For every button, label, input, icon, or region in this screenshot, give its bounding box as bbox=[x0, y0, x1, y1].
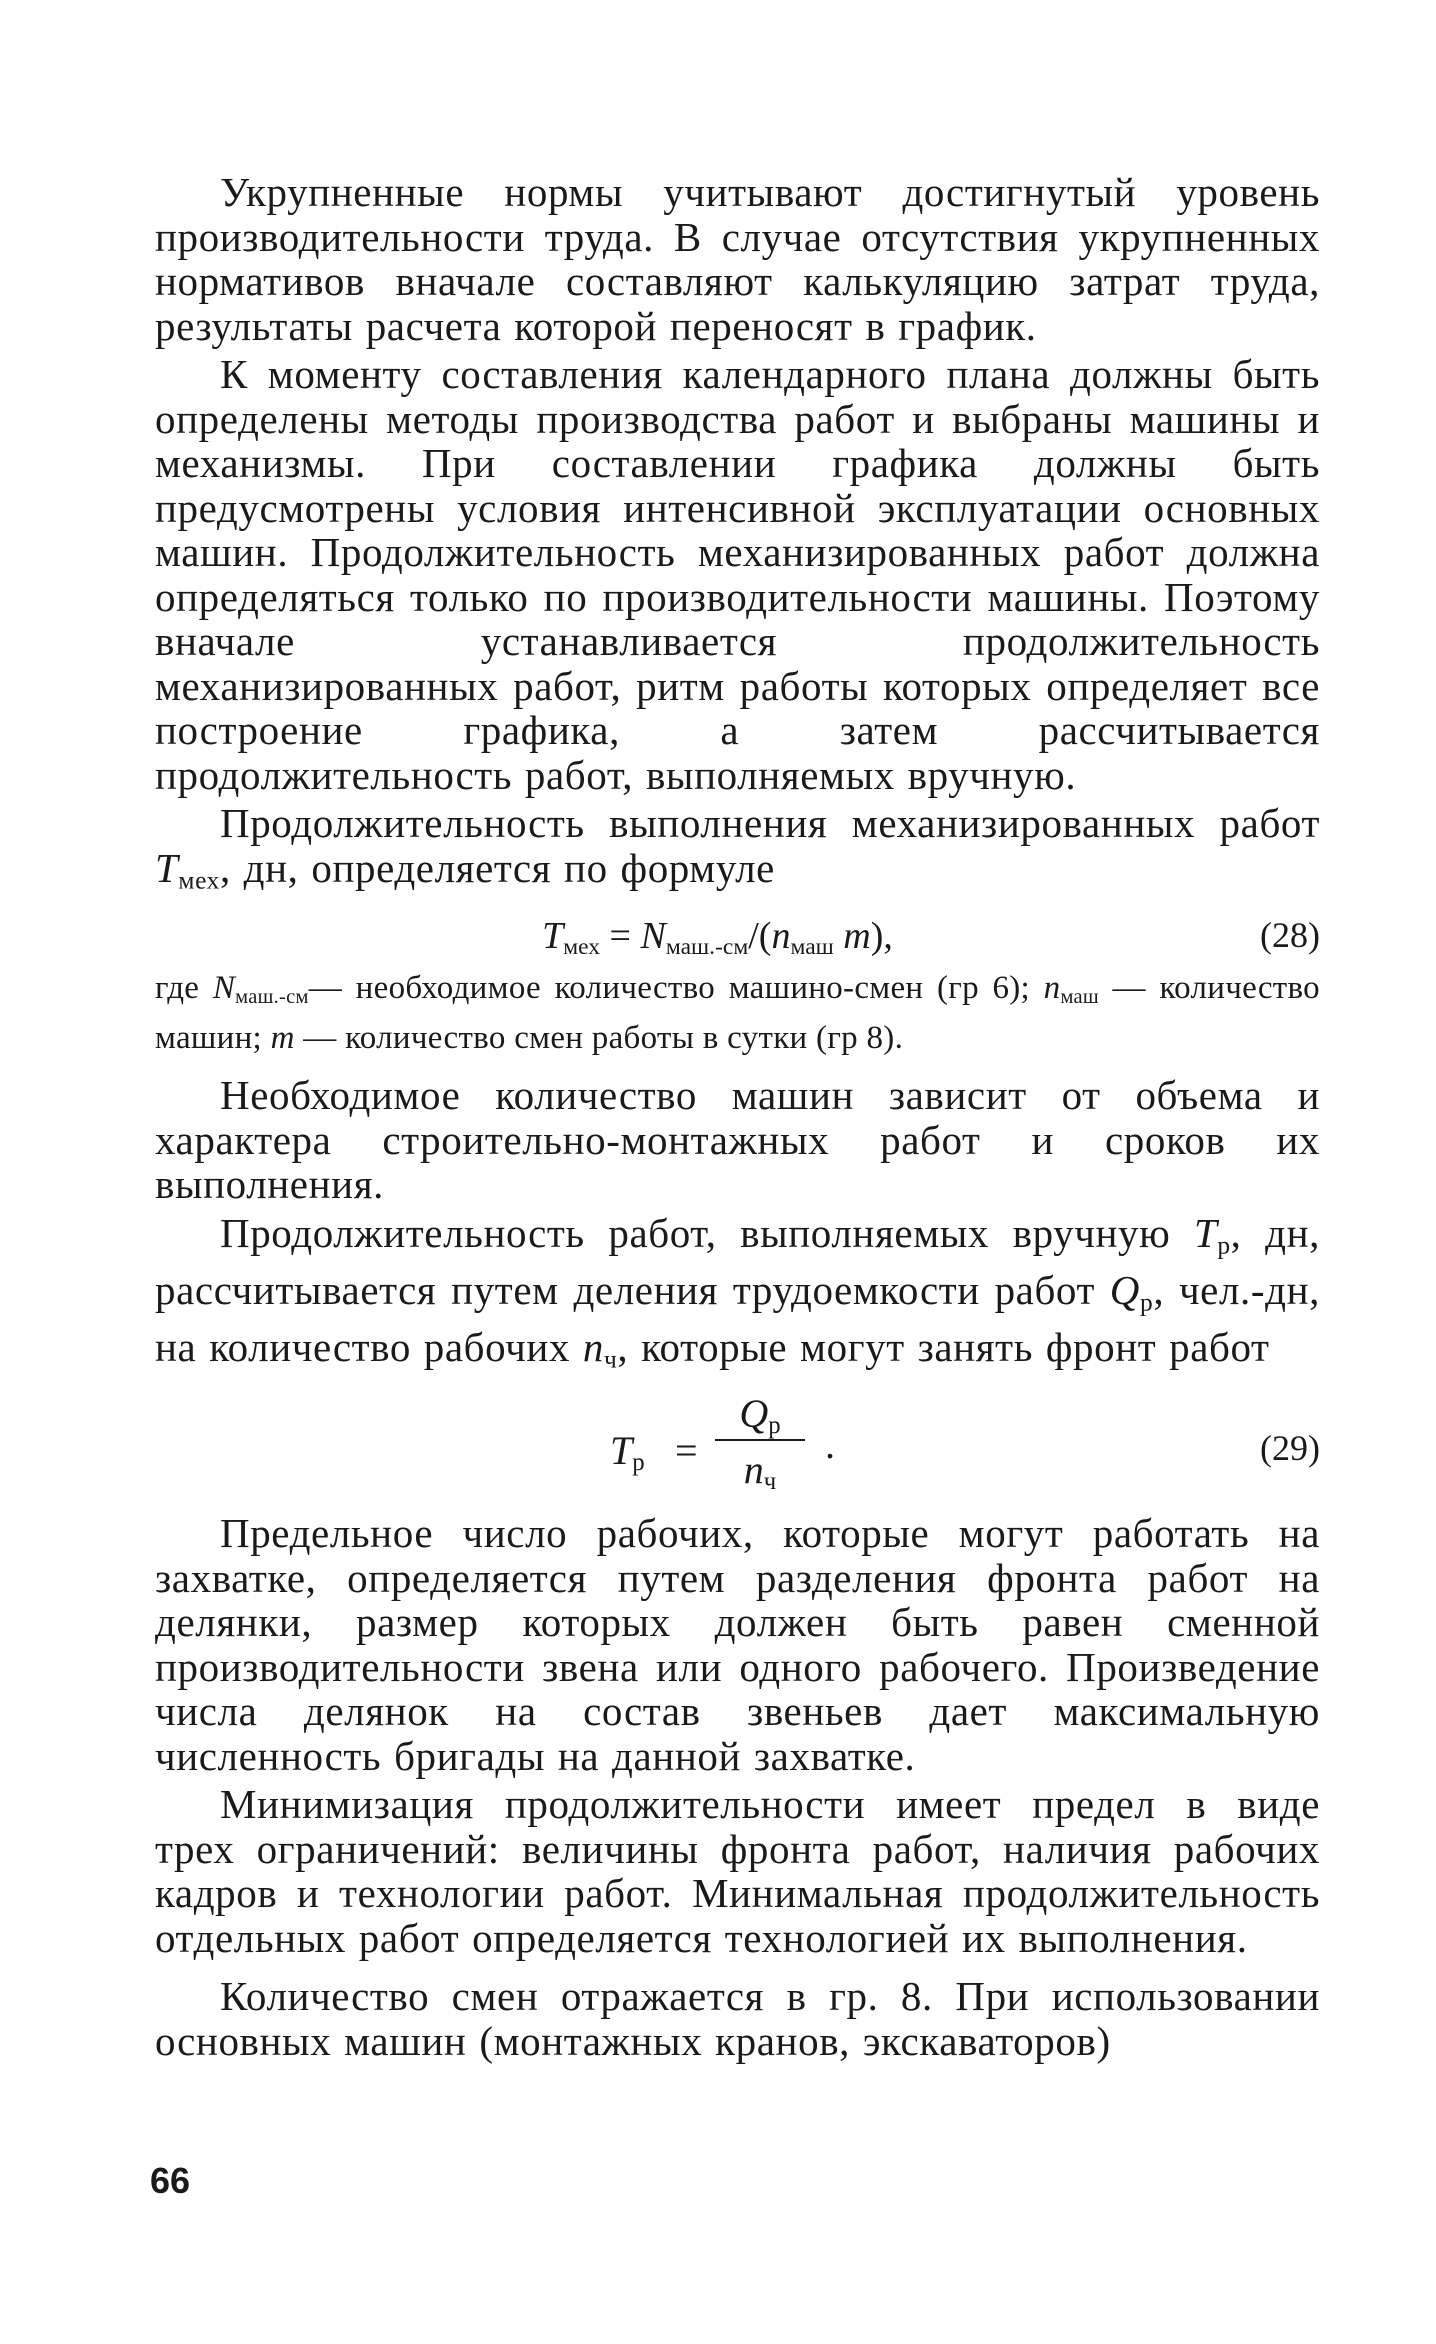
formula-28-m1-sub: маш bbox=[790, 934, 834, 961]
p5-sub-q: р bbox=[1140, 1288, 1154, 1317]
formula-29-denom-sub: ч bbox=[763, 1468, 777, 1496]
note-where: где bbox=[155, 970, 213, 1007]
page-body bbox=[155, 170, 1320, 2063]
note-text-3: — количество смен работы в сутки (гр 8). bbox=[294, 1020, 904, 1057]
formula-28-close: ), bbox=[870, 915, 893, 958]
p5-sub-t: р bbox=[1217, 1231, 1231, 1260]
p5-var-q: Q bbox=[1109, 1266, 1141, 1313]
note-m: m bbox=[270, 1020, 295, 1057]
page-number: 66 bbox=[150, 2160, 191, 2201]
formula-28-lhs: T bbox=[542, 915, 564, 958]
paragraph-1: Укрупненные нормы учитывают достигнутый уровень производительности труда. В случае отсутствия укрупненных нормативов вначале составляют калькуляцию затрат труда, результаты расчета которой переносят в график. bbox=[155, 169, 1320, 349]
note-text-2: — количество машин; bbox=[155, 970, 1320, 1057]
paragraph-2: К моменту составления календарного плана должны быть определены методы производства работ и выбраны машины и механизмы. При составлении графика должны быть предусмотрены условия интенсивной эксплуатации основных машин. Продолжительность механизированных работ должна определяться только по производительности машины. Поэтому вначале устанавливается продолжительность механизированных работ, ритм работы которых определяет все построение графика, а затем рассчитывается продолжительность работ, выполняемых вручную. bbox=[155, 351, 1320, 798]
formula-28-div: /( bbox=[748, 915, 772, 958]
paragraph-3-start: Продолжительность выполнения механизированных работ bbox=[220, 800, 1320, 846]
paragraph-7: Минимизация продолжительности имеет предел в виде трех ограничений: величины фронта работ, наличия рабочих кадров и технологии работ. Минимальная продолжительность отдельных работ определяется технологией их выполнения. bbox=[155, 1781, 1320, 1961]
formula-29-lhs-var: T bbox=[610, 1428, 633, 1474]
formula-29-numer-sub: р bbox=[768, 1412, 781, 1440]
fraction-bar bbox=[715, 1439, 805, 1441]
paragraph-4: Необходимое количество машин зависит от объема и характера строительно-монтажных работ и сроков их выполнения. bbox=[155, 1072, 1320, 1208]
formula-29-lhs bbox=[610, 1427, 645, 1477]
note-text-1: — необходимое количество машино-смен (гр 6); bbox=[308, 970, 1044, 1007]
formula-29-fraction bbox=[715, 1391, 805, 1496]
p5-var-n: n bbox=[582, 1323, 604, 1370]
p5-d: , которые могут занять фронт работ bbox=[617, 1323, 1270, 1370]
formula-29-number: (29) bbox=[1260, 1428, 1320, 1469]
note-nm: n bbox=[1043, 970, 1061, 1007]
p5-b: , дн, рассчитывается путем деления трудоемкости работ bbox=[155, 1209, 1320, 1313]
formula-29-dot: . bbox=[825, 1422, 835, 1468]
formula-28-n: N bbox=[640, 915, 666, 958]
formula-29-lhs-sub: р bbox=[632, 1449, 645, 1477]
note-n-sub: маш.-см bbox=[235, 986, 309, 1009]
formula-29-numer-var: Q bbox=[739, 1391, 769, 1437]
formula-28-eq: = bbox=[600, 915, 641, 958]
formula-28-m1: n bbox=[771, 915, 791, 958]
note-n: N bbox=[212, 970, 236, 1007]
formula-29-denominator bbox=[715, 1447, 805, 1496]
formula-28-m2: m bbox=[833, 915, 871, 958]
paragraph-5 bbox=[155, 1211, 1320, 1382]
subscript-mech: мех bbox=[178, 865, 220, 894]
variable-t-mech: T bbox=[155, 844, 179, 891]
paragraph-8: Количество смен отражается в гр. 8. При использовании основных машин (монтажных кранов, экскаваторов) bbox=[155, 1973, 1320, 2064]
formula-29 bbox=[155, 1391, 1320, 1511]
formula-29-eq: = bbox=[675, 1428, 698, 1474]
formula-28-lhs-sub: мех bbox=[563, 934, 601, 961]
paragraph-3 bbox=[155, 801, 1320, 902]
p5-a: Продолжительность работ, выполняемых вручную bbox=[220, 1209, 1194, 1256]
formula-29-numerator bbox=[715, 1391, 805, 1440]
p5-var-t: T bbox=[1193, 1209, 1218, 1256]
formula-28 bbox=[155, 906, 1320, 968]
formula-29-denom-var: n bbox=[743, 1447, 764, 1493]
formula-28-expression bbox=[155, 914, 1320, 961]
paragraph-3-end: , дн, определяется по формуле bbox=[219, 844, 775, 891]
formula-28-number: (28) bbox=[1260, 915, 1320, 956]
formula-28-note bbox=[155, 968, 1320, 1059]
p5-c: , чел.-дн, на количество рабочих bbox=[155, 1266, 1320, 1370]
paragraph-6: Предельное число рабочих, которые могут работать на захватке, определяется путем разделения фронта работ на делянки, размер которых должен быть равен сменной производительности звена или одного рабочего. Произведение числа делянок на состав звеньев дает максимальную численность бригады на данной захватке. bbox=[155, 1510, 1320, 1779]
formula-28-n-sub: маш.-см bbox=[665, 934, 749, 961]
p5-sub-n: ч bbox=[604, 1344, 618, 1373]
note-nm-sub: маш bbox=[1060, 986, 1099, 1009]
